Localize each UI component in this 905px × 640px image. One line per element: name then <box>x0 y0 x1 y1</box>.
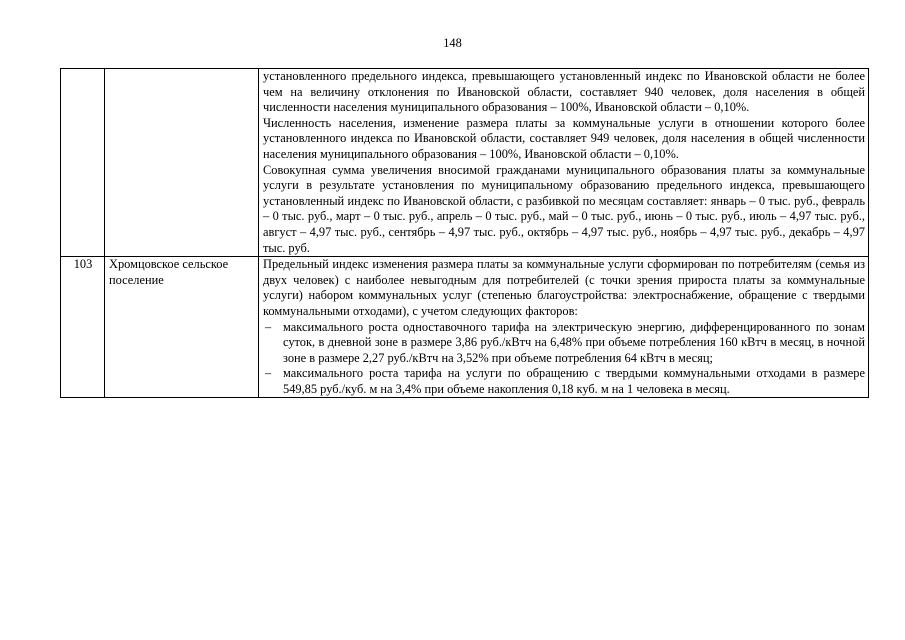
list-item-text: максимального роста одноставочного тарифа на электрическую энергию, дифференцированного по зонам суток, в дневной зоне в размере 3,86 руб./кВтч на 6,48% при объеме потребления 160 кВтч в месяц, в ночной зоне в размере 2,27 руб./кВтч на 3,52% при объеме потребления 64 кВтч в месяц; <box>283 319 865 365</box>
list-item <box>263 320 865 367</box>
page-number: 148 <box>443 36 462 50</box>
row-number-cell <box>61 69 105 257</box>
paragraph: Численность населения, изменение размера платы за коммунальные услуги в отношении которого более установленного индекса по Ивановской области, составляет 949 человек, доля населения в общей численности населения муниципального образования – 100%, Ивановской области – 0,10%. <box>263 115 865 161</box>
municipality-name-cell <box>105 69 259 257</box>
row-number-cell: 103 <box>61 257 105 398</box>
dash-bullet: – <box>265 366 272 381</box>
dash-bullet: – <box>265 319 272 334</box>
table-row <box>61 69 869 257</box>
paragraph: Предельный индекс изменения размера платы за коммунальные услуги сформирован по потребителям (семья из двух человек) с наиболее невыгодным для потребителей (с точки зрения прироста платы за коммунальные услуги) набором коммунальных услуг (степенью благоустройства: электроснабжение, обращение с твердыми коммунальными отходами), с учетом следующих факторов: <box>263 257 865 318</box>
description-cell <box>259 69 869 257</box>
factor-list <box>263 320 865 398</box>
data-table <box>60 68 869 398</box>
municipality-name-cell: Хромцовское сельское поселение <box>105 257 259 398</box>
paragraph: Совокупная сумма увеличения вносимой гражданами муниципального образования платы за коммунальные услуги в результате установления по муниципальному образованию предельного индекса, превышающего установленный индекс по Ивановской области, с разбивкой по месяцам составляет: январь – 0 тыс. руб., февраль – 0 тыс. руб., март – 0 тыс. руб., апрель – 0 тыс. руб., май – 0 тыс. руб., июнь – 0 тыс. руб., июль – 4,97 тыс. руб., август – 4,97 тыс. руб., сентябрь – 4,97 тыс. руб., октябрь – 4,97 тыс. руб., ноябрь – 4,97 тыс. руб., декабрь – 4,97 тыс. руб. <box>263 162 865 255</box>
description-cell <box>259 257 869 398</box>
paragraph: установленного предельного индекса, превышающего установленный индекс по Ивановской области не более чем на величину отклонения по Ивановской области, составляет 940 человек, доля населения в общей численности населения муниципального образования – 100%, Ивановской области – 0,10%. <box>263 69 865 115</box>
table-row <box>61 257 869 398</box>
list-item-text: максимального роста тарифа на услуги по обращению с твердыми коммунальными отходами в размере 549,85 руб./куб. м на 3,4% при объеме накопления 0,18 куб. м на 1 человека в месяц. <box>283 366 865 396</box>
list-item <box>263 366 865 397</box>
